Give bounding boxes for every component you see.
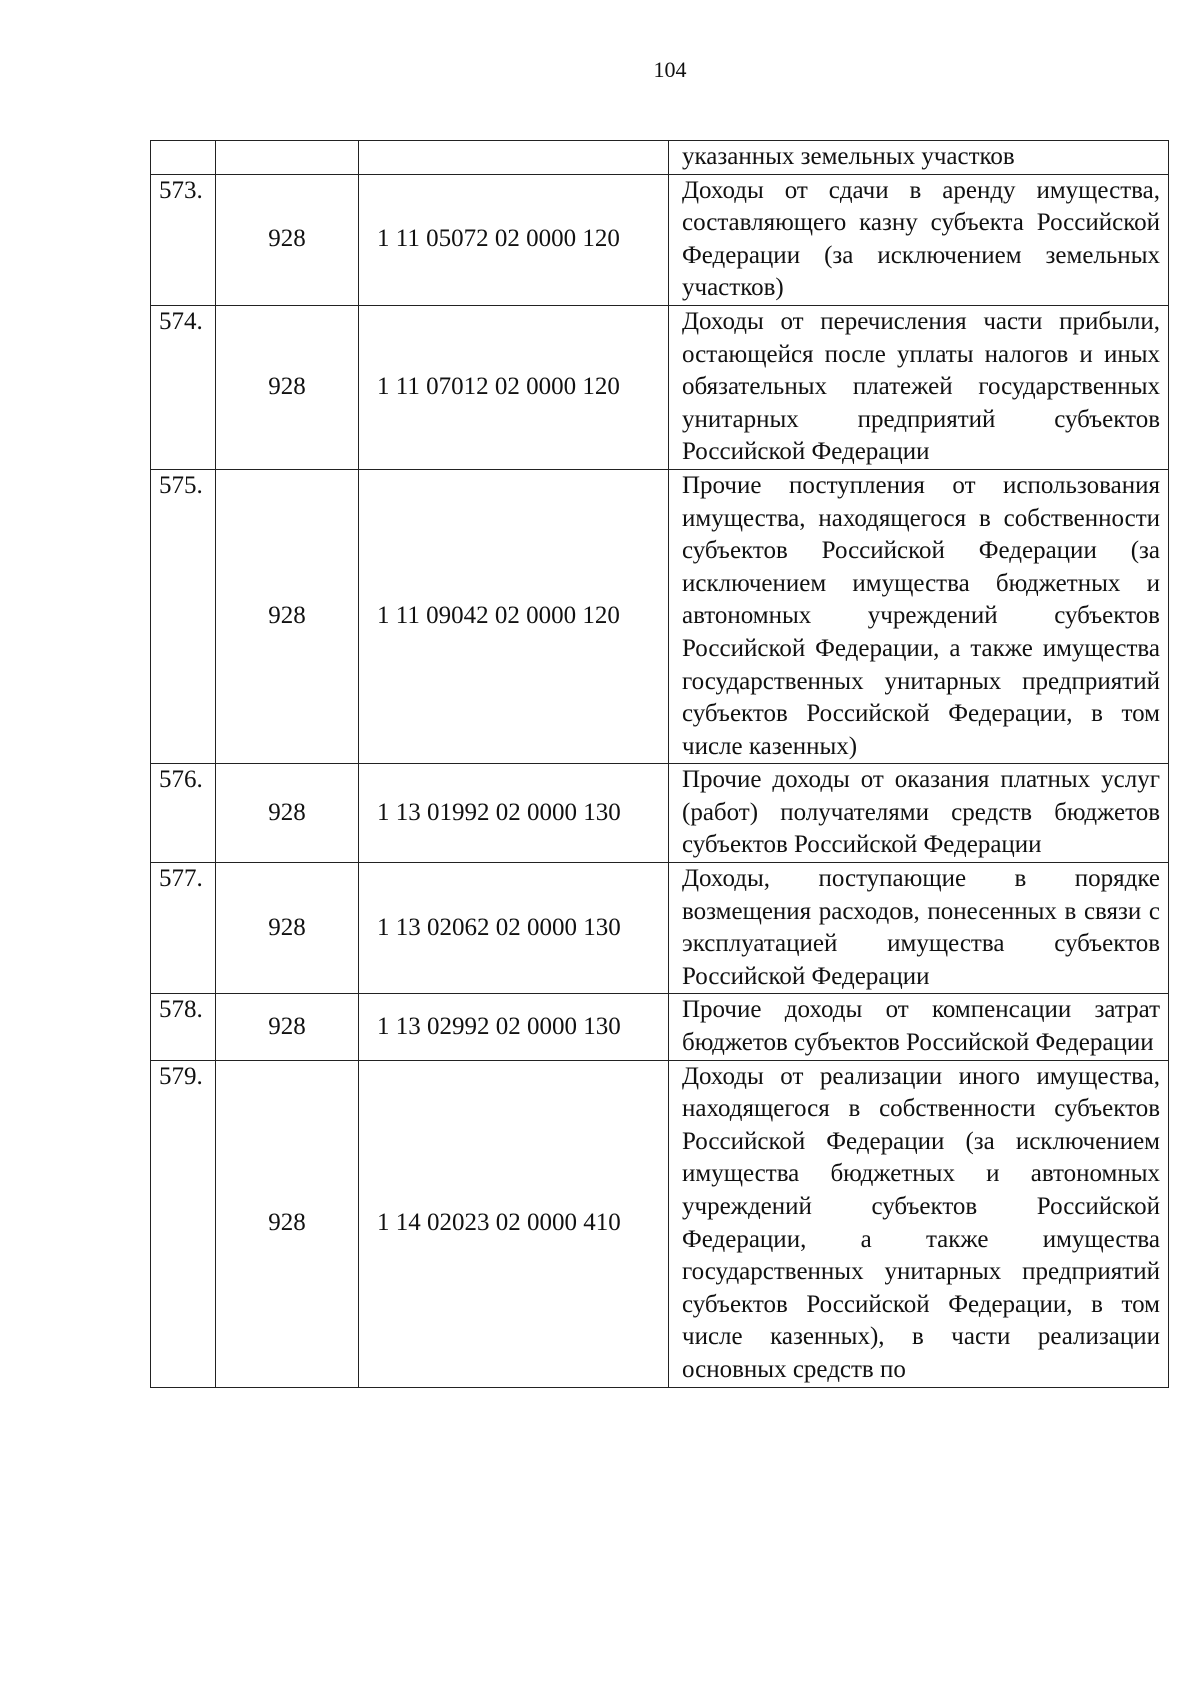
admin-code-cell: 928 [216, 174, 359, 305]
admin-code-cell: 928 [216, 994, 359, 1060]
budget-code-cell: 1 14 02023 02 0000 410 [359, 1060, 669, 1387]
budget-code-cell: 1 11 09042 02 0000 120 [359, 469, 669, 763]
description-cell: Доходы от перечисления части прибыли, остающейся после уплаты налогов и иных обязательных платежей государственных унитарных предприятий субъектов Российской Федерации [669, 305, 1169, 469]
table-row [151, 305, 1169, 469]
table-row [151, 863, 1169, 994]
budget-code-cell: 1 13 02062 02 0000 130 [359, 863, 669, 994]
row-number-cell [151, 141, 216, 175]
budget-code-cell: 1 11 07012 02 0000 120 [359, 305, 669, 469]
row-number-cell: 573. [151, 174, 216, 305]
admin-code-cell: 928 [216, 305, 359, 469]
row-number-cell: 575. [151, 469, 216, 763]
table-row [151, 174, 1169, 305]
description-cell: Прочие поступления от использования имущества, находящегося в собственности субъектов Российской Федерации (за исключением имущества бюджетных и автономных учреждений субъектов Российской Федерации, а также имущества государственных унитарных предприятий субъектов Российской Федерации, в том числе казенных) [669, 469, 1169, 763]
table-row [151, 994, 1169, 1060]
table-row [151, 764, 1169, 863]
row-number-cell: 579. [151, 1060, 216, 1387]
description-cell: Доходы от сдачи в аренду имущества, составляющего казну субъекта Российской Федерации (за исключением земельных участков) [669, 174, 1169, 305]
table-row [151, 1060, 1169, 1387]
description-cell: указанных земельных участков [669, 141, 1169, 175]
admin-code-cell: 928 [216, 1060, 359, 1387]
admin-code-cell: 928 [216, 469, 359, 763]
revenue-codes-table [150, 140, 1169, 1388]
description-cell: Доходы, поступающие в порядке возмещения расходов, понесенных в связи с эксплуатацией имущества субъектов Российской Федерации [669, 863, 1169, 994]
table-row [151, 141, 1169, 175]
description-cell: Прочие доходы от оказания платных услуг (работ) получателями средств бюджетов субъектов Российской Федерации [669, 764, 1169, 863]
description-cell: Прочие доходы от компенсации затрат бюджетов субъектов Российской Федерации [669, 994, 1169, 1060]
row-number-cell: 577. [151, 863, 216, 994]
budget-code-cell: 1 11 05072 02 0000 120 [359, 174, 669, 305]
budget-code-cell [359, 141, 669, 175]
admin-code-cell: 928 [216, 863, 359, 994]
admin-code-cell [216, 141, 359, 175]
budget-code-cell: 1 13 01992 02 0000 130 [359, 764, 669, 863]
description-cell: Доходы от реализации иного имущества, находящегося в собственности субъектов Российской Федерации (за исключением имущества бюджетных и автономных учреждений субъектов Российской Федерации, а также имущества государственных унитарных предприятий субъектов Российской Федерации, в том числе казенных), в части реализации основных средств по [669, 1060, 1169, 1387]
row-number-cell: 578. [151, 994, 216, 1060]
budget-code-cell: 1 13 02992 02 0000 130 [359, 994, 669, 1060]
table-row [151, 469, 1169, 763]
row-number-cell: 576. [151, 764, 216, 863]
admin-code-cell: 928 [216, 764, 359, 863]
page-number: 104 [653, 57, 687, 82]
row-number-cell: 574. [151, 305, 216, 469]
